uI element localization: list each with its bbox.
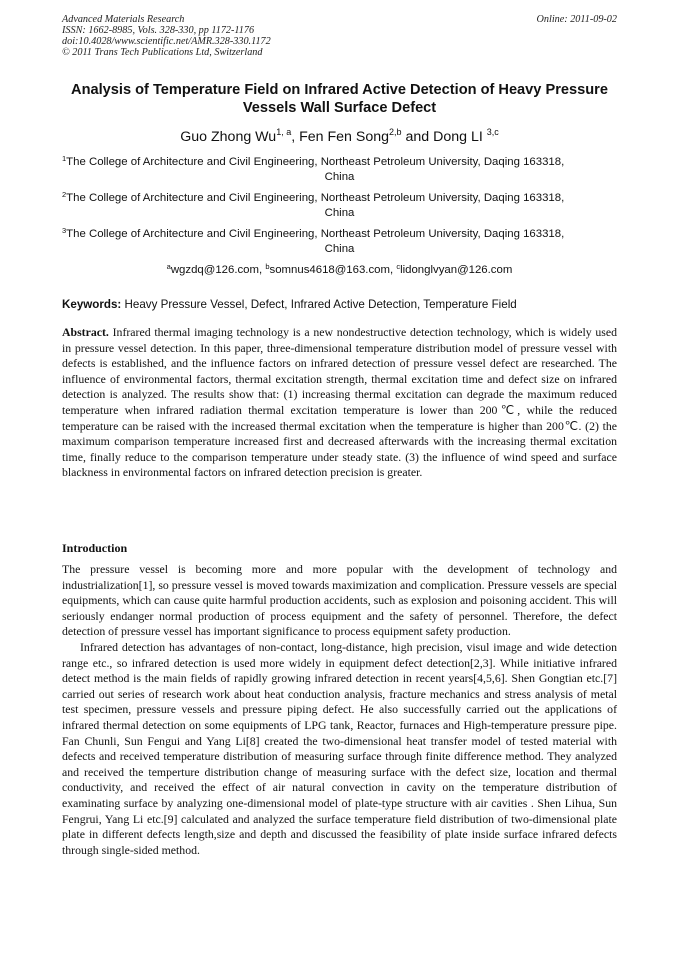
keywords-label: Keywords: bbox=[62, 298, 122, 311]
author-superscript: 2,b bbox=[389, 127, 402, 137]
section-heading: Introduction bbox=[62, 541, 128, 555]
journal-name: Advanced Materials Research bbox=[62, 14, 185, 25]
author-name: Fen Fen Song bbox=[299, 129, 390, 145]
abstract-paragraph bbox=[62, 325, 617, 481]
affiliation bbox=[62, 155, 617, 184]
keywords-text: Heavy Pressure Vessel, Defect, Infrared Active Detection, Temperature Field bbox=[121, 298, 517, 311]
author-superscript: 3,c bbox=[486, 127, 499, 137]
email-marker: b bbox=[265, 262, 270, 271]
paragraph: Infrared detection has advantages of non-contact, long-distance, high precision, visul image and wide detection range etc., so infrared detection is used more widely in equipment defect detection[2,3]. While initiative infrared detect method is the main fields of rapidly growing infrared detection in recent years[4,5,6]. Shen Gongtian etc.[7] carried out series of research work about heat conduction analysis, fracture mechanics and stress analysis of metal test specimen, pressure vessels and pressure piping defect. He also successfully carried out the applications of infrared thermal detection on some equipments of LPG tank, Reactor, furnaces and High-temperature pressure pipe. Fan Chunli, Sun Fengui and Yang Li[8] created the two-dimensional heat transfer model of tested material with defects and received temperature distribution of measuring surface through finite difference method. They analyzed and received the temperture distribution change of measuring surface with the defect size, location and thermal conductivity, and received the effect of air natural convection in cavity on the temperature distribution of examinating surface by analyzing one-dimensional model of plate-type structure with air cavities . Shen Lihua, Sun Fengrui, Yang Li etc.[9] calculated and analyzed the surface temperature field distribution of two-dimensional plate plate in different defects length,size and depth and discussed the feasibility of plate inside surface infrared defects through single-sided method. bbox=[62, 639, 617, 857]
affiliation-country: China bbox=[324, 206, 355, 219]
affiliation-text: The College of Architecture and Civil Engineering, Northeast Petroleum University, Daqing 163318, bbox=[66, 156, 565, 168]
affiliation-text: The College of Architecture and Civil Engineering, Northeast Petroleum University, Daqing 163318, bbox=[66, 228, 565, 240]
affiliation bbox=[62, 191, 617, 220]
introduction-body bbox=[62, 562, 617, 858]
affiliation-marker: 2 bbox=[62, 190, 67, 199]
paper-title: Analysis of Temperature Field on Infrared Active Detection of Heavy Pressure Vessels Wall Surface Defect bbox=[71, 82, 608, 116]
doi-line: doi:10.4028/www.scientific.net/AMR.328-330.1172 bbox=[62, 36, 271, 47]
affiliation-marker: 3 bbox=[62, 226, 67, 235]
journal-header bbox=[62, 14, 617, 58]
email-address: somnus4618@163.com, bbox=[269, 264, 397, 276]
paragraph: The pressure vessel is becoming more and more popular with the development of technology and industrialization[1], so pressure vessel is moved towards maximization and complication. Pressure vessels are special equipments, which can cause quite harmful production accidents, such as explosion and poisoning accident. This will seriously endanger normal production of process equipment and the safety of personnel. Therefore, the defect detection of pressure vessel has important significance to process equipment safety production. bbox=[62, 562, 617, 639]
email-marker: c bbox=[396, 262, 401, 271]
author-separator: , bbox=[291, 129, 300, 145]
author-list bbox=[62, 128, 617, 146]
abstract-label: Abstract. bbox=[62, 325, 109, 339]
affiliation-country: China bbox=[324, 170, 355, 183]
online-date: Online: 2011-09-02 bbox=[536, 14, 617, 25]
affiliation bbox=[62, 227, 617, 256]
email-address: wgzdq@126.com, bbox=[170, 264, 266, 276]
issn-line: ISSN: 1662-8985, Vols. 328-330, pp 1172-1176 bbox=[62, 25, 255, 36]
email-list bbox=[62, 263, 617, 277]
abstract-text: Infrared thermal imaging technology is a new nondestructive detection technology, which is widely used in pressure vessel detection. In this paper, three-dimensional temperature distribution model of pressure vessel with defects is established, and the influence factors on infrared detection of pressure vessel defect are researched. The influence of environmental factors, thermal excitation strength, thermal excitation time and defect size on infrared detection is analyzed. The results show that: (1) increasing thermal excitation can degrade the maximum reduced temperature when infrared radiation thermal excitation temperature is lower than 200℃, while the reduced temperature can be raised with the increased thermal excitation when the temperature is higher than 200℃. (2) the maximum comparison temperature increased first and decreased afterwards with the increasing thermal excitation time, finally reduce to the comparison temperature under steady state. (3) the influence of wind speed and surface blackness in environmental factors on infrared detection precision is greater. bbox=[62, 325, 617, 480]
affiliation-marker: 1 bbox=[62, 154, 67, 163]
author-name: Guo Zhong Wu bbox=[180, 129, 277, 145]
email-address: lidonglvyan@126.com bbox=[400, 264, 513, 276]
affiliation-text: The College of Architecture and Civil Engineering, Northeast Petroleum University, Daqing 163318, bbox=[66, 192, 565, 204]
author-superscript: 1, a bbox=[276, 127, 292, 137]
author-separator: and bbox=[401, 129, 434, 145]
author-name: Dong LI bbox=[433, 129, 487, 145]
keywords bbox=[62, 298, 617, 312]
copyright-line: © 2011 Trans Tech Publications Ltd, Switzerland bbox=[62, 47, 263, 58]
abstract bbox=[62, 325, 617, 481]
email-marker: a bbox=[166, 262, 171, 271]
affiliation-country: China bbox=[324, 242, 355, 255]
